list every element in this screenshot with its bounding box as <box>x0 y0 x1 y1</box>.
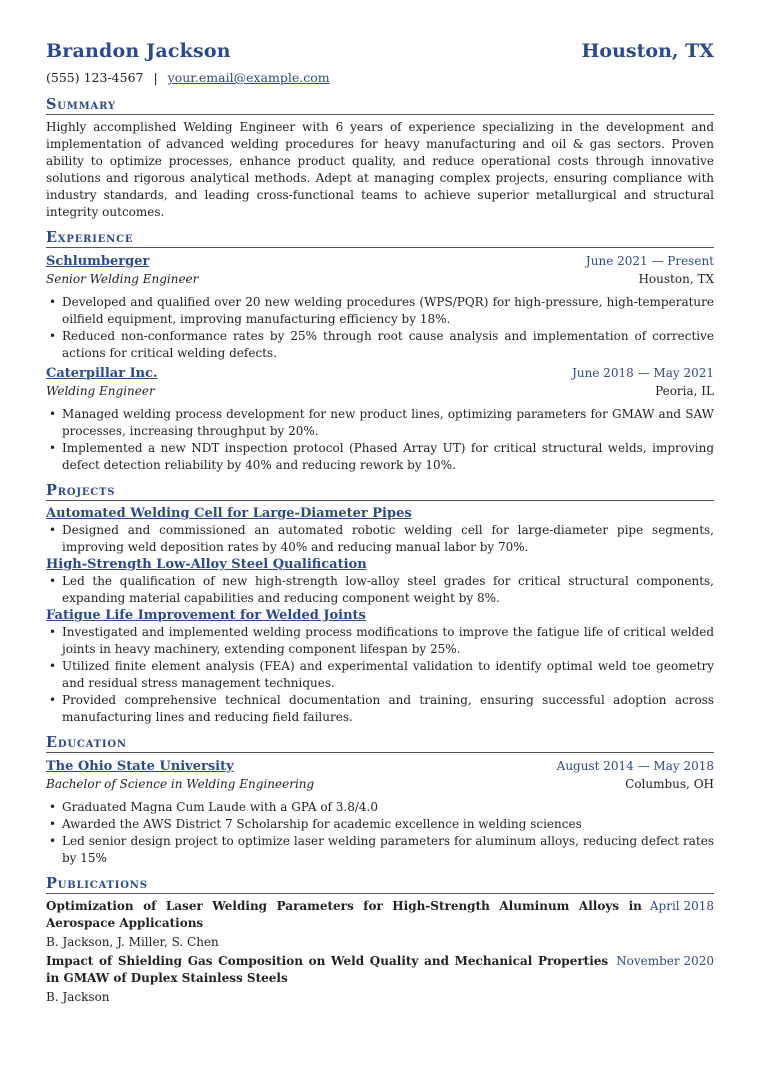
header <box>46 40 714 66</box>
school-location: Columbus, OH <box>625 777 714 791</box>
job-location: Houston, TX <box>638 272 714 286</box>
bullet-item: • Designed and commissioned an automated robotic welding cell for large-diameter pipe segments, improving weld deposition rates by 40% and reducing manual labor by 70%. <box>46 522 714 556</box>
publication-authors: B. Jackson <box>46 990 110 1004</box>
bullet-item: • Managed welding process development for new product lines, optimizing parameters for GMAW and SAW processes, increasing throughput by 20%. <box>46 406 714 440</box>
bullet-list <box>46 573 714 607</box>
bullet-item: • Developed and qualified over 20 new welding procedures (WPS/PQR) for high-pressure, high-temperature oilfield equipment, improving manufacturing efficiency by 18%. <box>46 294 714 328</box>
bullet-list <box>46 799 714 867</box>
employment-dates: June 2018 — May 2021 <box>572 366 714 380</box>
publication-title: Impact of Shielding Gas Composition on Weld Quality and Mechanical Properties in GMAW of Duplex Stainless Steels <box>46 954 609 985</box>
project-title[interactable]: High-Strength Low-Alloy Steel Qualification <box>46 557 367 572</box>
project-title[interactable]: Fatigue Life Improvement for Welded Joints <box>46 608 366 623</box>
bullet-list <box>46 406 714 474</box>
bullet-item: • Awarded the AWS District 7 Scholarship for academic excellence in welding sciences <box>46 816 714 833</box>
job-title: Senior Welding Engineer <box>46 272 199 286</box>
employment-dates: June 2021 — Present <box>585 254 714 268</box>
bullet-item: • Provided comprehensive technical documentation and training, ensuring successful adoption across manufacturing lines and reducing field failures. <box>46 692 714 726</box>
publication-date: November 2020 <box>616 954 714 968</box>
project-entry <box>46 505 714 556</box>
degree: Bachelor of Science in Welding Engineering <box>46 777 315 791</box>
company-name[interactable]: Caterpillar Inc. <box>46 366 158 381</box>
project-entry <box>46 556 714 607</box>
email-link[interactable]: your.email@example.com <box>167 70 330 85</box>
section-title-publications: Publications <box>46 875 714 894</box>
bullet-item: • Investigated and implemented welding process modifications to improve the fatigue life of critical welded joints in heavy machinery, extending component lifespan by 25%. <box>46 624 714 658</box>
section-title-education: Education <box>46 734 714 753</box>
section-title-projects: Projects <box>46 482 714 501</box>
bullet-item: • Implemented a new NDT inspection protocol (Phased Array UT) for critical structural welds, improving defect detection reliability by 40% and reducing rework by 10%. <box>46 440 714 474</box>
bullet-item: • Led the qualification of new high-strength low-alloy steel grades for critical structural components, expanding material capabilities and reducing component weight by 8%. <box>46 573 714 607</box>
bullet-item: • Graduated Magna Cum Laude with a GPA of 3.8/4.0 <box>46 799 714 816</box>
publication-title: Optimization of Laser Welding Parameters for High-Strength Aluminum Alloys in Aerospace Applications <box>46 899 642 930</box>
project-entry <box>46 607 714 726</box>
experience-entry <box>46 364 714 474</box>
project-title[interactable]: Automated Welding Cell for Large-Diameter Pipes <box>46 506 412 521</box>
section-title-summary: Summary <box>46 96 714 115</box>
bullet-item: • Reduced non-conformance rates by 25% through root cause analysis and implementation of corrective actions for critical welding defects. <box>46 328 714 362</box>
education-dates: August 2014 — May 2018 <box>556 759 714 773</box>
experience-entry <box>46 252 714 362</box>
school-name[interactable]: The Ohio State University <box>46 759 234 774</box>
company-name[interactable]: Schlumberger <box>46 254 150 269</box>
publication-entry <box>46 898 714 951</box>
phone-number: (555) 123-4567 <box>46 70 144 85</box>
publication-date: April 2018 <box>649 899 714 913</box>
publication-authors: B. Jackson, J. Miller, S. Chen <box>46 935 219 949</box>
bullet-list <box>46 294 714 362</box>
summary-text: Highly accomplished Welding Engineer with 6 years of experience specializing in the development and implementation of advanced welding procedures for heavy manufacturing and oil & gas sectors. Proven ability to optimize processes, enhance product quality, and reduce operational costs through innovative solutions and rigorous analytical methods. Adept at managing complex projects, ensuring compliance with industry standards, and leading cross-functional teams to achieve superior metallurgical and structural integrity outcomes. <box>46 120 714 219</box>
candidate-location: Houston, TX <box>581 40 714 62</box>
section-title-experience: Experience <box>46 229 714 248</box>
contact-separator: | <box>153 70 158 85</box>
job-title: Welding Engineer <box>46 384 155 398</box>
job-location: Peoria, IL <box>655 384 714 398</box>
education-entry <box>46 757 714 867</box>
bullet-item: • Led senior design project to optimize laser welding parameters for aluminum alloys, reducing defect rates by 15% <box>46 833 714 867</box>
bullet-list <box>46 522 714 556</box>
contact-line <box>46 70 714 88</box>
bullet-list <box>46 624 714 726</box>
bullet-item: • Utilized finite element analysis (FEA) and experimental validation to identify optimal weld toe geometry and residual stress management techniques. <box>46 658 714 692</box>
candidate-name: Brandon Jackson <box>46 40 231 62</box>
resume-page <box>46 40 714 1006</box>
publication-entry <box>46 953 714 1006</box>
